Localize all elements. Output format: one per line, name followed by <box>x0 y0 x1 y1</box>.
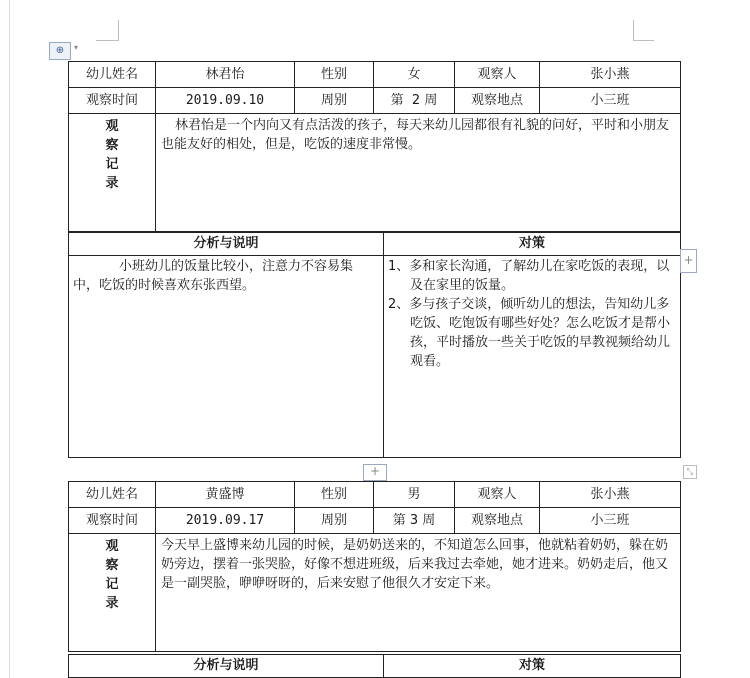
table-row <box>69 62 681 88</box>
analysis-text: 小班幼儿的饭量比较小，注意力不容易集中，吃饭的时候喜欢东张西望。 <box>69 256 384 458</box>
table-row <box>69 655 681 678</box>
gender: 女 <box>374 62 455 88</box>
observation-table-1 <box>68 61 681 232</box>
observation-text: 林君怡是一个内向又有点活泼的孩子，每天来幼儿园都很有礼貌的问好，平时和小朋友也能友好的相处，但是，吃饭的速度非常慢。 <box>156 114 681 232</box>
label-observer: 观察人 <box>455 62 540 88</box>
crop-mark-top-right <box>633 20 654 41</box>
list-item: 2、多与孩子交谈，倾听幼儿的想法，告知幼儿多吃饭、吃饱饭有哪些好处？怎么吃饭才是帮小孩，平时播放一些关于吃饭的早教视频给幼儿观看。 <box>388 297 671 369</box>
table-row <box>69 508 681 534</box>
label-place: 观察地点 <box>455 88 540 114</box>
label-analysis: 分析与说明 <box>69 655 384 678</box>
observation-table-2 <box>68 481 681 652</box>
place: 小三班 <box>540 508 681 534</box>
add-row-button[interactable]: + <box>363 464 387 481</box>
table-row <box>69 482 681 508</box>
chevron-down-icon[interactable]: ▾ <box>74 43 79 52</box>
label-record: 观 察 记 录 <box>69 534 156 652</box>
observation-text: 今天早上盛博来幼儿园的时候，是奶奶送来的，不知道怎么回事，他就粘着奶奶，躲在奶奶旁边，摆着一张哭脸，好像不想进班级，后来我过去牵她，她才进来。奶奶走后，他又是一副哭脸，咿咿呀呀的，后来安慰了他很久才安定下来。 <box>156 534 681 652</box>
place: 小三班 <box>540 88 681 114</box>
crop-mark-top-left <box>96 20 119 41</box>
week: 第 2 周 <box>374 88 455 114</box>
observer: 张小燕 <box>540 482 681 508</box>
observation-date: 2019.09.10 <box>156 88 295 114</box>
label-place: 观察地点 <box>455 508 540 534</box>
label-record: 观 察 记 录 <box>69 114 156 232</box>
child-name: 林君怡 <box>156 62 295 88</box>
table-row <box>69 233 681 256</box>
label-gender: 性别 <box>295 62 374 88</box>
label-measures: 对策 <box>384 655 681 678</box>
week: 第 3 周 <box>374 508 455 534</box>
label-observer: 观察人 <box>455 482 540 508</box>
table-move-icon[interactable]: ⊕ <box>49 42 71 60</box>
label-measures: 对策 <box>384 233 681 256</box>
add-column-button[interactable]: + <box>680 249 697 273</box>
page-left-edge <box>9 0 10 678</box>
table-row <box>69 114 681 232</box>
analysis-table-1 <box>68 232 681 458</box>
table-row <box>69 256 681 458</box>
analysis-table-2 <box>68 654 681 678</box>
list-item: 1、多和家长沟通，了解幼儿在家吃饭的表现，以及在家里的饭量。 <box>388 259 670 293</box>
observation-date: 2019.09.17 <box>156 508 295 534</box>
label-gender: 性别 <box>295 482 374 508</box>
child-name: 黄盛博 <box>156 482 295 508</box>
resize-table-icon[interactable]: ⤡ <box>683 465 697 479</box>
observer: 张小燕 <box>540 62 681 88</box>
table-row <box>69 88 681 114</box>
label-week: 周别 <box>295 88 374 114</box>
gender: 男 <box>374 482 455 508</box>
measures-list <box>384 256 681 458</box>
table-row <box>69 534 681 652</box>
label-time: 观察时间 <box>69 88 156 114</box>
label-child-name: 幼儿姓名 <box>69 62 156 88</box>
label-analysis: 分析与说明 <box>69 233 384 256</box>
label-week: 周别 <box>295 508 374 534</box>
label-child-name: 幼儿姓名 <box>69 482 156 508</box>
label-time: 观察时间 <box>69 508 156 534</box>
